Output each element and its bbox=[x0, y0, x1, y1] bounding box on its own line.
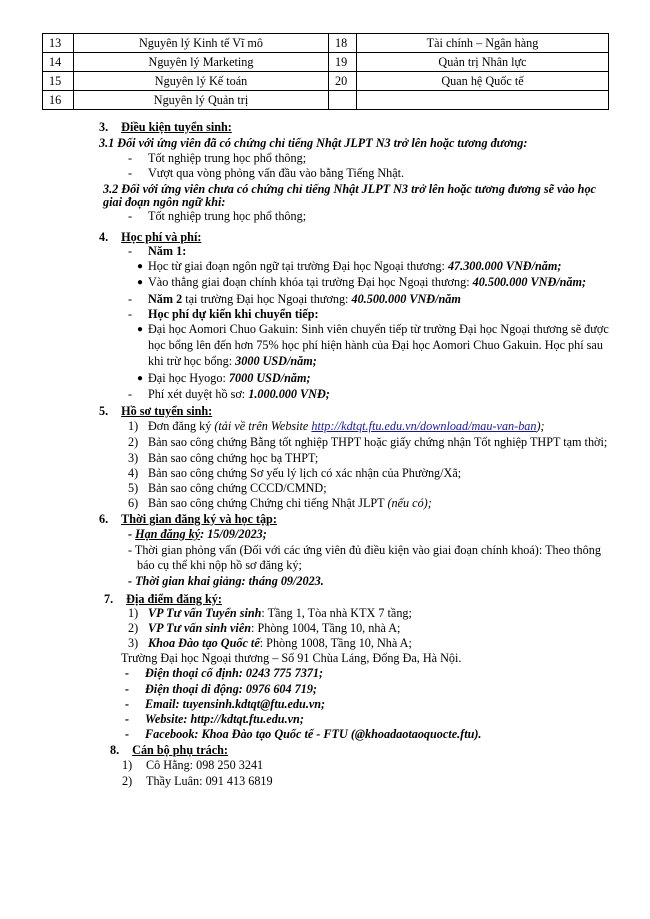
sec3-sub2-line1: 3.2 Đối với ứng viên chưa có chứng chỉ tiếng Nhật JLPT N3 trở lên hoặc tương đương sẽ vào học bbox=[103, 182, 596, 196]
subject-name: Quan hệ Quốc tế bbox=[357, 72, 609, 91]
sec5-item-1 bbox=[128, 419, 545, 434]
row-number: 16 bbox=[43, 91, 74, 110]
dash: - bbox=[128, 292, 133, 306]
sec6-title: Thời gian đăng ký và học tập: bbox=[121, 512, 277, 526]
sec6-deadline bbox=[128, 527, 267, 542]
sec7-title: Địa điểm đăng ký: bbox=[126, 592, 222, 606]
sec4-aomori-line2: học bổng lên đến hơn 75% học phí hiện hành của Đại học Aomori Chuo Gakuin. Học phí sau bbox=[148, 338, 603, 352]
item-number: 3) bbox=[128, 636, 139, 650]
download-link[interactable]: http://kdtqt.ftu.edu.vn/download/mau-van-ban bbox=[311, 419, 537, 433]
item-note: (tải về trên Website bbox=[214, 419, 312, 433]
sec4-num: 4. bbox=[99, 230, 109, 244]
sec7-item-3 bbox=[128, 636, 412, 651]
item-number: 6) bbox=[128, 496, 139, 510]
dash: - bbox=[125, 727, 130, 741]
sec4-nam2-value: 40.500.000 VNĐ/năm bbox=[351, 292, 461, 306]
sec4-aomori-value: 3000 USD/năm; bbox=[235, 354, 317, 368]
item-number: 1) bbox=[122, 758, 133, 772]
course-table-body bbox=[43, 34, 609, 110]
item-note: (nếu có); bbox=[387, 496, 432, 510]
sec5-num: 5. bbox=[99, 404, 109, 418]
sec6-start bbox=[128, 574, 324, 589]
office-label: VP Tư vấn Tuyển sinh bbox=[148, 606, 262, 620]
sec8-item-1 bbox=[122, 758, 263, 773]
sec5-heading bbox=[99, 404, 212, 419]
subject-name: Nguyên lý Quản trị bbox=[74, 91, 329, 110]
subject-name: Nguyên lý Kinh tế Vĩ mô bbox=[74, 34, 329, 53]
sec3-sub1-item-2: Vượt qua vòng phỏng vấn đầu vào bằng Tiếng Nhật. bbox=[148, 166, 405, 180]
dash: - bbox=[128, 151, 133, 165]
item-number: 5) bbox=[128, 481, 139, 495]
sec4-heading bbox=[99, 230, 201, 245]
dash: - bbox=[125, 666, 130, 680]
sec4-aomori-line1: Đại học Aomori Chuo Gakuin: Sinh viên chuyển tiếp từ trường Đại học Ngoại thương sẽ được bbox=[148, 322, 609, 336]
sec4-fee-value: 1.000.000 VNĐ; bbox=[248, 387, 330, 401]
sec4-nam2 bbox=[148, 292, 461, 307]
sec4-nam1-b-text: Vào thẳng giai đoạn chính khóa tại trường Đại học Ngoại thương: bbox=[148, 275, 473, 289]
deadline-label: Hạn đăng ký bbox=[135, 527, 201, 541]
dash: - bbox=[128, 574, 133, 588]
sec8-heading bbox=[110, 743, 228, 758]
item-text: Bản sao công chứng CCCD/CMND; bbox=[148, 481, 327, 495]
sec4-nam1-a-value: 47.300.000 VNĐ/năm; bbox=[447, 259, 562, 273]
staff-contact: Cô Hằng: 098 250 3241 bbox=[146, 758, 264, 772]
sec4-fee bbox=[148, 387, 330, 402]
dash: - bbox=[128, 527, 133, 541]
row-number bbox=[329, 91, 357, 110]
row-number: 20 bbox=[329, 72, 357, 91]
sec4-nam1-a-text: Học từ giai đoạn ngôn ngữ tại trường Đại học Ngoại thương: bbox=[148, 259, 448, 273]
table-row bbox=[43, 34, 609, 53]
office-text: : Tầng 1, Tòa nhà KTX 7 tầng; bbox=[261, 606, 412, 620]
sec7-item-2 bbox=[128, 621, 400, 636]
start-text: Thời gian khai giảng: tháng 09/2023. bbox=[135, 574, 324, 588]
row-number: 14 bbox=[43, 53, 74, 72]
dash: - bbox=[128, 387, 133, 401]
dash: - bbox=[125, 712, 130, 726]
contact-facebook[interactable]: Facebook: Khoa Đào tạo Quốc tế - FTU (@khoadaotaoquocte.ftu). bbox=[145, 727, 482, 741]
sec4-title: Học phí và phí: bbox=[121, 230, 202, 244]
sec4-nam1-a bbox=[148, 259, 561, 274]
office-label: VP Tư vấn sinh viên bbox=[148, 621, 252, 635]
subject-name: Tài chính – Ngân hàng bbox=[357, 34, 609, 53]
sec5-item-2 bbox=[128, 435, 607, 450]
dash: - bbox=[128, 209, 133, 223]
office-label: Khoa Đào tạo Quốc tế bbox=[148, 636, 260, 650]
sec4-nam1-b-value: 40.500.000 VNĐ/năm; bbox=[472, 275, 587, 289]
sec5-item-5 bbox=[128, 481, 327, 496]
sec4-nam1: Năm 1: bbox=[148, 244, 187, 258]
sec7-item-1 bbox=[128, 606, 412, 621]
sec8-item-2 bbox=[122, 774, 273, 789]
item-number: 4) bbox=[128, 466, 139, 480]
bullet-icon: ● bbox=[137, 373, 144, 384]
item-number: 1) bbox=[128, 606, 139, 620]
dash: - bbox=[128, 307, 133, 321]
sec6-interview-line2: báo cụ thể khi nộp hồ sơ đăng ký; bbox=[137, 558, 302, 572]
subject-name bbox=[357, 91, 609, 110]
sec6-interview-line1 bbox=[128, 543, 601, 558]
contact-mobile: Điện thoại di động: 0976 604 719; bbox=[145, 682, 317, 696]
sec4-hyogo-value: 7000 USD/năm; bbox=[228, 371, 311, 385]
interview-text: Thời gian phỏng vấn (Đối với các ứng viên đủ điều kiện vào giai đoạn chính khoá): Theo thông bbox=[134, 543, 601, 557]
subject-name: Nguyên lý Marketing bbox=[74, 53, 329, 72]
sec7-address: Trường Đại học Ngoại thương – Số 91 Chùa Láng, Đống Đa, Hà Nội. bbox=[121, 651, 462, 665]
deadline-value: : 15/09/2023; bbox=[200, 527, 267, 541]
subject-name: Quản trị Nhân lực bbox=[357, 53, 609, 72]
item-number: 1) bbox=[128, 419, 139, 433]
office-text: : Phòng 1004, Tầng 10, nhà A; bbox=[251, 621, 401, 635]
sec3-heading bbox=[99, 120, 232, 135]
sec4-fee-text: Phí xét duyệt hồ sơ: bbox=[148, 387, 249, 401]
sec3-sub1-item-1: Tốt nghiệp trung học phổ thông; bbox=[148, 151, 307, 165]
sec6-num: 6. bbox=[99, 512, 109, 526]
sec3-num: 3. bbox=[99, 120, 109, 134]
dash: - bbox=[128, 543, 133, 557]
item-number: 3) bbox=[128, 451, 139, 465]
sec4-hyogo-text: Đại học Hyogo: bbox=[148, 371, 229, 385]
item-number: 2) bbox=[128, 621, 139, 635]
sec8-title: Cán bộ phụ trách: bbox=[132, 743, 228, 757]
course-table bbox=[42, 33, 609, 110]
bullet-icon: ● bbox=[137, 277, 144, 288]
sec5-title: Hồ sơ tuyển sinh: bbox=[121, 404, 213, 418]
bullet-icon: ● bbox=[137, 324, 144, 335]
sec5-item-4 bbox=[128, 466, 461, 481]
sec3-title: Điều kiện tuyển sinh: bbox=[121, 120, 232, 134]
sec4-aomori-line3 bbox=[148, 354, 317, 369]
sec7-num: 7. bbox=[104, 592, 114, 606]
item-text: Bản sao công chứng Chứng chỉ tiếng Nhật JLPT bbox=[148, 496, 388, 510]
sec4-nam2-label: Năm 2 bbox=[148, 292, 183, 306]
sec5-item-3 bbox=[128, 451, 318, 466]
dash: - bbox=[128, 244, 133, 258]
sec4-transfer: Học phí dự kiến khi chuyển tiếp: bbox=[148, 307, 319, 321]
sec4-hyogo bbox=[148, 371, 311, 386]
item-text: Bản sao công chứng Sơ yếu lý lịch có xác nhận của Phường/Xã; bbox=[148, 466, 462, 480]
item-end: ); bbox=[536, 419, 545, 433]
item-number: 2) bbox=[128, 435, 139, 449]
table-row bbox=[43, 91, 609, 110]
contact-landline: Điện thoại cố định: 0243 775 7371; bbox=[145, 666, 324, 680]
dash: - bbox=[128, 166, 133, 180]
sec4-nam2-text: tại trường Đại học Ngoại thương: bbox=[182, 292, 352, 306]
sec3-sub1: 3.1 Đối với ứng viên đã có chứng chỉ tiếng Nhật JLPT N3 trở lên hoặc tương đương: bbox=[99, 136, 528, 150]
bullet-icon: ● bbox=[137, 261, 144, 272]
dash: - bbox=[125, 697, 130, 711]
sec5-item-6 bbox=[128, 496, 432, 511]
sec8-num: 8. bbox=[110, 743, 120, 757]
staff-contact: Thầy Luân: 091 413 6819 bbox=[146, 774, 273, 788]
sec6-heading bbox=[99, 512, 277, 527]
subject-name: Nguyên lý Kế toán bbox=[74, 72, 329, 91]
office-text: : Phòng 1008, Tầng 10, Nhà A; bbox=[259, 636, 412, 650]
sec4-aomori-text: khi trừ học bổng: bbox=[148, 354, 236, 368]
table-row bbox=[43, 72, 609, 91]
sec3-sub2-item-1: Tốt nghiệp trung học phổ thông; bbox=[148, 209, 307, 223]
dash: - bbox=[125, 682, 130, 696]
table-row bbox=[43, 53, 609, 72]
item-text: Đơn đăng ký bbox=[148, 419, 215, 433]
row-number: 13 bbox=[43, 34, 74, 53]
sec3-sub2-line2: giai đoạn ngôn ngữ khi: bbox=[103, 195, 226, 209]
contact-email[interactable]: Email: tuyensinh.kdtqt@ftu.edu.vn; bbox=[145, 697, 326, 711]
item-text: Bản sao công chứng học bạ THPT; bbox=[148, 451, 319, 465]
item-text: Bản sao công chứng Bằng tốt nghiệp THPT hoặc giấy chứng nhận Tốt nghiệp THPT tạm thời; bbox=[148, 435, 608, 449]
item-number: 2) bbox=[122, 774, 133, 788]
row-number: 19 bbox=[329, 53, 357, 72]
row-number: 18 bbox=[329, 34, 357, 53]
row-number: 15 bbox=[43, 72, 74, 91]
contact-website[interactable]: Website: http://kdtqt.ftu.edu.vn; bbox=[145, 712, 304, 726]
sec7-heading bbox=[104, 592, 222, 607]
sec4-nam1-b bbox=[148, 275, 586, 290]
